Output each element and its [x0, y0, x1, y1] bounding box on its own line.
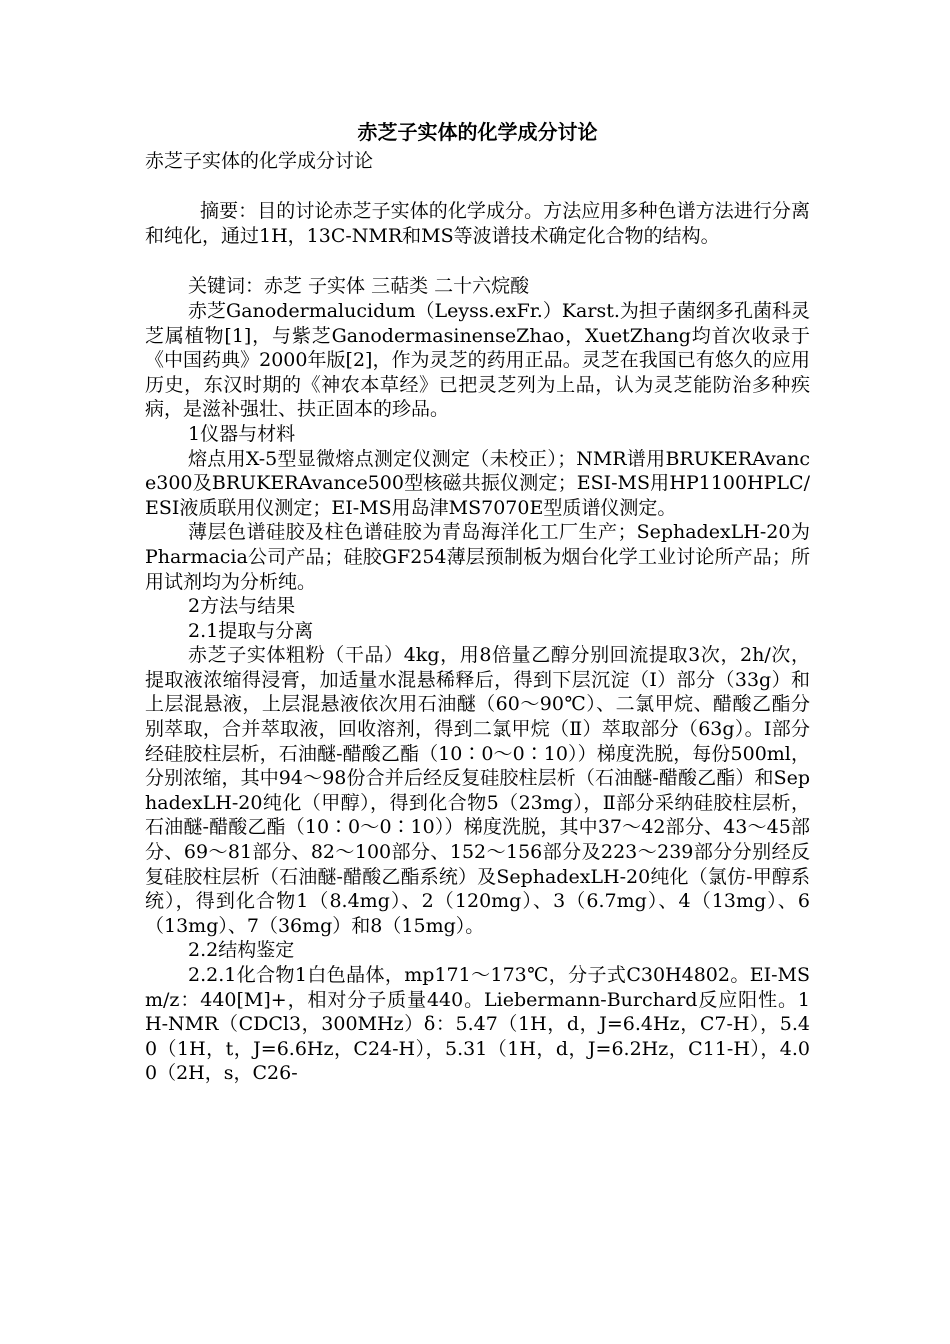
keywords-line: 关键词：赤芝 子实体 三萜类 二十六烷酸: [188, 275, 530, 298]
section-2-heading: 2方法与结果: [188, 595, 296, 618]
section-2-1-heading: 2.1提取与分离: [188, 619, 314, 642]
compound-1-paragraph: 2.2.1化合物1白色晶体，mp171～173℃，分子式C30H4802。EI-MSm/z：440[M]+，相对分子质量440。Liebermann-Burchard反应阳性。1H-NMR（CDCl3，300MHz）δ：5.47（1H，d，J=6.4Hz，C7-H），5.40（1H，t，J=6.6Hz，C24-H），5.31（1H，d，J=6.2Hz，C11-H），4.00（2H，s，C26-: [145, 964, 810, 1085]
document-subtitle: 赤芝子实体的化学成分讨论: [145, 149, 374, 172]
materials-paragraph: 薄层色谱硅胶及柱色谱硅胶为青岛海洋化工厂生产；SephadexLH-20为Pharmacia公司产品；硅胶GF254薄层预制板为烟台化学工业讨论所产品；所用试剂均为分析纯。: [145, 521, 810, 593]
section-2-2-heading: 2.2结构鉴定: [188, 939, 295, 962]
intro-paragraph: 赤芝Ganodermalucidum（Leyss.exFr.）Karst.为担子菌纲多孔菌科灵芝属植物[1]，与紫芝GanodermasinenseZhao，XuetZhang均首次收录于《中国药典》2000年版[2]，作为灵芝的药用正品。灵芝在我国已有悠久的应用历史，东汉时期的《神农本草经》已把灵芝列为上品，认为灵芝能防治多种疾病，是滋补强壮、扶正固本的珍品。: [145, 299, 810, 421]
section-1-heading: 1仪器与材料: [188, 422, 296, 445]
extraction-paragraph: 赤芝子实体粗粉（干品）4kg，用8倍量乙醇分别回流提取3次，2h/次，提取液浓缩得浸膏，加适量水混悬稀释后，得到下层沉淀（Ⅰ）部分（33g）和上层混悬液，上层混悬液依次用石油醚（60～90℃）、二氯甲烷、醋酸乙酯分别萃取，合并萃取液，回收溶剂，得到二氯甲烷（Ⅱ）萃取部分（63g）。Ⅰ部分经硅胶柱层析，石油醚-醋酸乙酯（10∶0～0∶10））梯度洗脱，每份500ml，分别浓缩，其中94～98份合并后经反复硅胶柱层析（石油醚-醋酸乙酯）和SephadexLH-20纯化（甲醇），得到化合物5（23mg），Ⅱ部分采纳硅胶柱层析，石油醚-醋酸乙酯（10∶0～0∶10））梯度洗脱，其中37～42部分、43～45部分、69～81部分、82～100部分、152～156部分及223～239部分分别经反复硅胶柱层析（石油醚-醋酸乙酯系统）及SephadexLH-20纯化（氯仿-甲醇系统），得到化合物1（8.4mg）、2（120mg）、3（6.7mg）、4（13mg）、6（13mg）、7（36mg）和8（15mg）。: [145, 644, 810, 937]
document-page: [145, 120, 810, 1086]
instruments-paragraph: 熔点用X-5型显微熔点测定仪测定（未校正）；NMR谱用BRUKERAvance300及BRUKERAvance500型核磁共振仪测定；ESI-MS用HP1100HPLC/ESI液质联用仪测定；EI-MS用岛津MS7070E型质谱仪测定。: [145, 447, 810, 519]
document-title: 赤芝子实体的化学成分讨论: [357, 120, 598, 144]
abstract-paragraph: 摘要：目的讨论赤芝子实体的化学成分。方法应用多种色谱方法进行分离和纯化，通过1H，13C-NMR和MS等波谱技术确定化合物的结构。: [145, 200, 810, 247]
